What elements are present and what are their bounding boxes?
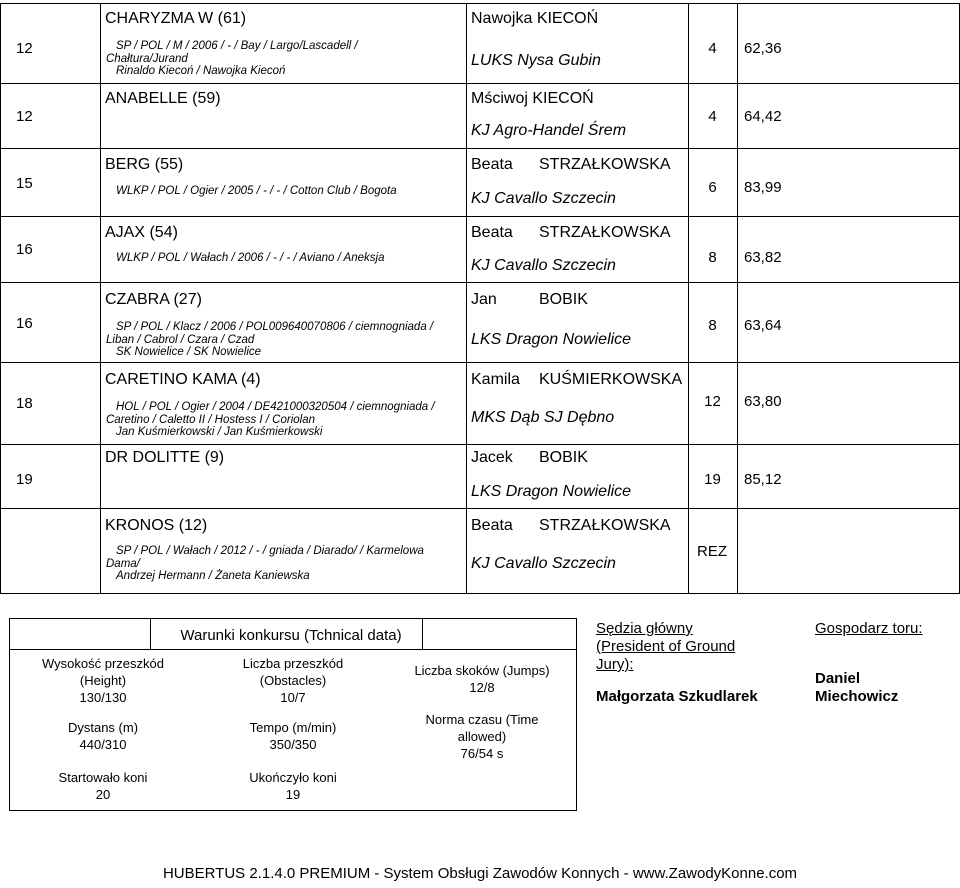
penalty: 6 bbox=[708, 179, 717, 196]
penalty: 12 bbox=[704, 393, 721, 410]
time: 63,64 bbox=[744, 317, 782, 334]
rider-name: Beata STRZAŁKOWSKA bbox=[471, 224, 671, 241]
horse-name: CZABRA (27) bbox=[105, 291, 202, 308]
horse-name: KRONOS (12) bbox=[105, 517, 208, 534]
status-badge: REZ bbox=[697, 543, 727, 560]
table-row bbox=[0, 216, 960, 282]
table-row bbox=[0, 444, 960, 508]
horse-details: WLKP / POL / Wałach / 2006 / - / - / Aviano / Aneksja bbox=[116, 252, 385, 264]
place: 15 bbox=[16, 175, 33, 192]
course-designer-name: Daniel bbox=[815, 670, 861, 687]
rider-name: Kamila KUŚMIERKOWSKA bbox=[471, 371, 683, 388]
rider-name: Jan BOBIK bbox=[471, 291, 588, 308]
table-row bbox=[0, 83, 960, 148]
rider-name: Mściwoj KIECOŃ bbox=[471, 90, 594, 107]
place: 16 bbox=[16, 315, 33, 332]
penalty: 4 bbox=[708, 108, 717, 125]
club-name: LUKS Nysa Gubin bbox=[471, 52, 601, 69]
place: 16 bbox=[16, 241, 33, 258]
tempo-cell: Tempo (m/min) 350/350 bbox=[249, 720, 337, 752]
footer-credits: HUBERTUS 2.1.4.0 PREMIUM - System Obsługi Zawodów Konnych - www.ZawodyKonne.com bbox=[162, 865, 798, 882]
course-designer: Gospodarz toru: Daniel Miechowicz bbox=[815, 620, 923, 705]
club-name: KJ Cavallo Szczecin bbox=[471, 257, 616, 274]
time: 63,82 bbox=[744, 249, 782, 266]
horse-name: CARETINO KAMA (4) bbox=[105, 371, 261, 388]
conditions-title: Warunki konkursu (Tchnical data) bbox=[180, 627, 402, 644]
place: 12 bbox=[16, 40, 33, 57]
competition-conditions bbox=[9, 618, 577, 811]
horse-name-text: CHARYZMA W bbox=[105, 10, 214, 27]
club-name: KJ Agro-Handel Śrem bbox=[471, 122, 627, 139]
time: 85,12 bbox=[744, 471, 782, 488]
penalty: 19 bbox=[704, 471, 721, 488]
horse-details: WLKP / POL / Ogier / 2005 / - / - / Cotton Club / Bogota bbox=[116, 185, 397, 197]
horse-name: AJAX (54) bbox=[105, 224, 178, 241]
chief-judge: Sędzia główny (President of Ground Jury): Małgorzata Szkudlarek bbox=[596, 620, 758, 705]
table-row bbox=[0, 148, 960, 216]
rider-name: Jacek BOBIK bbox=[471, 449, 588, 466]
horse-details: SP / POL / M / 2006 / - / Bay / Largo/Lascadell / Chałtura/Jurand Rinaldo Kiecoń / Nawojka Kiecoń bbox=[106, 40, 358, 77]
time: 62,36 bbox=[744, 40, 782, 57]
rider-name: Beata STRZAŁKOWSKA bbox=[471, 517, 671, 534]
height-cell: Wysokość przeszkód (Height) 130/130 bbox=[42, 656, 164, 705]
finished-cell: Ukończyło koni 19 bbox=[249, 770, 337, 802]
horse-name bbox=[105, 10, 246, 28]
table-row bbox=[0, 282, 960, 362]
club-name: KJ Cavallo Szczecin bbox=[471, 190, 616, 207]
horse-details: SP / POL / Klacz / 2006 / POL009640070806 / ciemnogniada / Liban / Cabrol / Czara / Czad SK Nowielice / SK Nowielice bbox=[106, 321, 434, 358]
table-row bbox=[0, 508, 960, 594]
horse-details: SP / POL / Wałach / 2012 / - / gniada / Diarado/ / Karmelowa Dama/ Andrzej Hermann / Żaneta Kaniewska bbox=[106, 545, 424, 582]
horse-name: DR DOLITTE (9) bbox=[105, 449, 225, 466]
time: 83,99 bbox=[744, 179, 782, 196]
club-name: MKS Dąb SJ Dębno bbox=[471, 409, 615, 426]
club-name: LKS Dragon Nowielice bbox=[471, 331, 632, 348]
horse-name: ANABELLE (59) bbox=[105, 90, 221, 107]
club-name: KJ Cavallo Szczecin bbox=[471, 555, 616, 572]
jumps-cell: Liczba skoków (Jumps) 12/8 bbox=[414, 663, 550, 695]
place: 18 bbox=[16, 395, 33, 412]
rider-name: Beata STRZAŁKOWSKA bbox=[471, 156, 671, 173]
penalty: 4 bbox=[708, 40, 717, 57]
table-row bbox=[0, 362, 960, 444]
horse-details: HOL / POL / Ogier / 2004 / DE421000320504 / ciemnogniada / Caretino / Caletto II / Hostess I / Coriolan Jan Kuśmierkowski / Jan Kuśmierkowski bbox=[106, 401, 435, 438]
rider-name: Nawojka KIECOŃ bbox=[471, 10, 599, 27]
chief-judge-name: Małgorzata Szkudlarek bbox=[596, 688, 758, 705]
penalty: 8 bbox=[708, 249, 717, 266]
place: 12 bbox=[16, 108, 33, 125]
time: 64,42 bbox=[744, 108, 782, 125]
club-name: LKS Dragon Nowielice bbox=[471, 483, 632, 500]
time-allowed-cell: Norma czasu (Time allowed) 76/54 s bbox=[425, 712, 539, 761]
obstacles-cell: Liczba przeszkód (Obstacles) 10/7 bbox=[242, 656, 344, 705]
distance-cell: Dystans (m) 440/310 bbox=[67, 720, 139, 752]
time: 63,80 bbox=[744, 393, 782, 410]
started-cell: Startowało koni 20 bbox=[58, 770, 148, 802]
table-row bbox=[0, 3, 960, 83]
horse-name: BERG (55) bbox=[105, 156, 184, 173]
horse-points: (61) bbox=[217, 10, 247, 27]
penalty: 8 bbox=[708, 317, 717, 334]
place: 19 bbox=[16, 471, 33, 488]
